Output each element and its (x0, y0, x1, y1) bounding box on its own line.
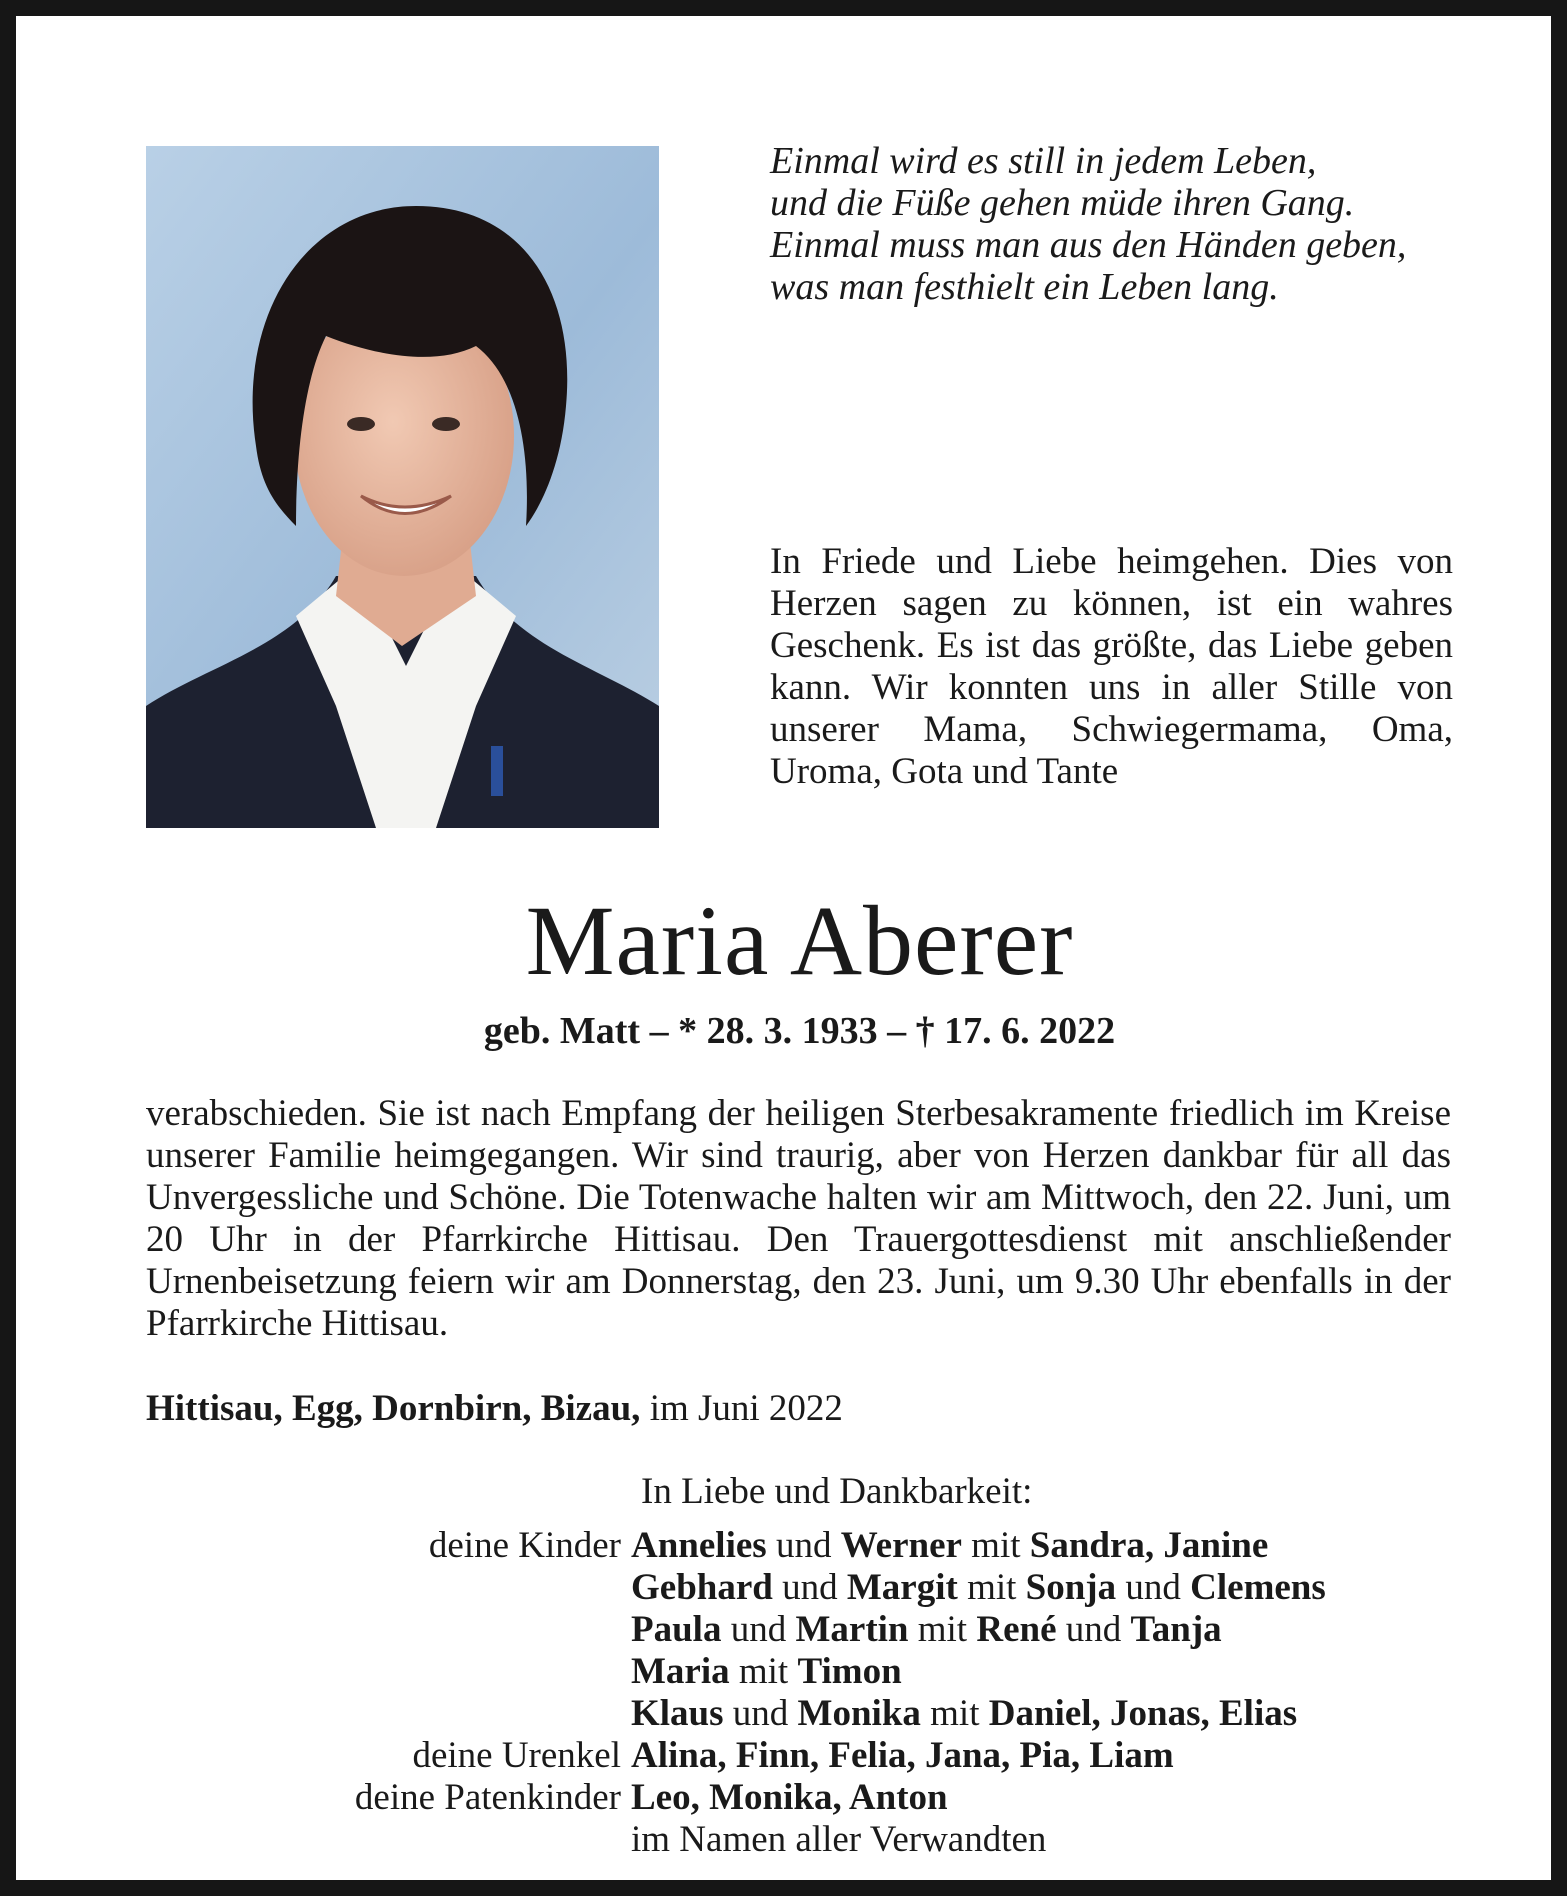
family-connector: mit (961, 1525, 1030, 1566)
family-names (631, 1567, 1476, 1609)
family-names (631, 1609, 1476, 1651)
family-names (631, 1819, 1476, 1861)
poem (770, 140, 1470, 308)
family-member-name: Monika (797, 1693, 921, 1734)
family-connector: mit (957, 1567, 1026, 1608)
portrait-photo (146, 146, 659, 828)
family-member-name: Werner (840, 1525, 962, 1566)
family-row (146, 1651, 1476, 1693)
family-relation-label (146, 1693, 631, 1735)
portrait-illustration (146, 146, 659, 828)
family-member-name: Klaus (631, 1693, 724, 1734)
poem-line: was man festhielt ein Leben lang. (770, 266, 1279, 308)
family-relation-label (146, 1651, 631, 1693)
family-row (146, 1819, 1476, 1861)
place-date: im Juni 2022 (640, 1388, 843, 1429)
place-towns: Hittisau, Egg, Dornbirn, Bizau, (146, 1388, 641, 1429)
family-member-name: Margit (846, 1567, 958, 1608)
poem-line: und die Füße gehen müde ihren Gang. (770, 182, 1355, 224)
family-names (631, 1777, 1476, 1819)
family-relation-label (146, 1609, 631, 1651)
family-member-name: Paula (631, 1609, 722, 1650)
family-relation-label: deine Patenkinder (354, 1777, 621, 1818)
deceased-name: Maria Aberer (525, 885, 1074, 996)
family-names (631, 1525, 1476, 1567)
family-relation-label (146, 1567, 631, 1609)
family-row (146, 1525, 1476, 1567)
family-member-name: Sandra, Janine (1029, 1525, 1269, 1566)
family-row (146, 1693, 1476, 1735)
family-row (146, 1735, 1476, 1777)
poem-line: Einmal wird es still in jedem Leben, (770, 140, 1317, 182)
poem-line: Einmal muss man aus den Händen geben, (770, 224, 1407, 266)
family-relation-label: deine Urenkel (412, 1735, 621, 1776)
intro-paragraph: In Friede und Liebe heimgehen. Dies von Herzen sagen zu können, ist ein wahres Geschenk. Es ist das größte, das Liebe geben kann. Wir konnten uns in aller Stille von unserer Mama, Schwiegermama, Oma, Uroma, Gota und Tante (770, 541, 1453, 792)
family-member-name: Annelies (631, 1525, 767, 1566)
family-names (631, 1651, 1476, 1693)
family-connector: und (772, 1567, 847, 1608)
family-names (631, 1693, 1476, 1735)
family-member-name: Timon (797, 1651, 902, 1692)
family-member-name: Clemens (1190, 1567, 1326, 1608)
family-row (146, 1609, 1476, 1651)
family-member-name: Daniel, Jonas, Elias (988, 1693, 1298, 1734)
family-member-name: Leo, Monika, Anton (631, 1777, 948, 1818)
family-member-name: Alina, Finn, Felia, Jana, Pia, Liam (631, 1735, 1174, 1776)
family-connector: mit (920, 1693, 989, 1734)
family-row (146, 1777, 1476, 1819)
family-connector: mit (908, 1609, 977, 1650)
family-member-name: Sonja (1025, 1567, 1117, 1608)
family-member-name: René (976, 1609, 1057, 1650)
thanks-line: In Liebe und Dankbarkeit: (641, 1471, 1033, 1512)
family-connector: mit (729, 1651, 798, 1692)
family-connector: und (1056, 1609, 1131, 1650)
family-relation-label: deine Kinder (428, 1525, 621, 1566)
family-member-name: Maria (631, 1651, 730, 1692)
family-member-name: Gebhard (631, 1567, 773, 1608)
family-connector: und (721, 1609, 796, 1650)
place-date-line (146, 1388, 843, 1430)
birth-death-dates: geb. Matt – * 28. 3. 1933 – † 17. 6. 2022 (483, 1010, 1116, 1052)
family-member-name: Tanja (1130, 1609, 1222, 1650)
family-member-name: Martin (795, 1609, 909, 1650)
family-relation-label (146, 1819, 631, 1861)
family-connector: und (723, 1693, 798, 1734)
family-connector: und (766, 1525, 841, 1566)
family-row (146, 1567, 1476, 1609)
family-list (146, 1525, 1476, 1861)
family-connector: und (1116, 1567, 1191, 1608)
family-names (631, 1735, 1476, 1777)
family-connector: im Namen aller Verwandten (631, 1819, 1047, 1860)
body-paragraph: verabschieden. Sie ist nach Empfang der heiligen Sterbesakramente friedlich im Kreise unserer Familie heimgegangen. Wir sind traurig, aber von Herzen dankbar für all das Unvergessliche und Schöne. Die Totenwache halten wir am Mittwoch, den 22. Juni, um 20 Uhr in der Pfarrkirche Hittisau. Den Trauergottesdienst mit anschließender Urnenbeisetzung feiern wir am Donnerstag, den 23. Juni, um 9.30 Uhr ebenfalls in der Pfarrkirche Hittisau. (146, 1093, 1451, 1344)
